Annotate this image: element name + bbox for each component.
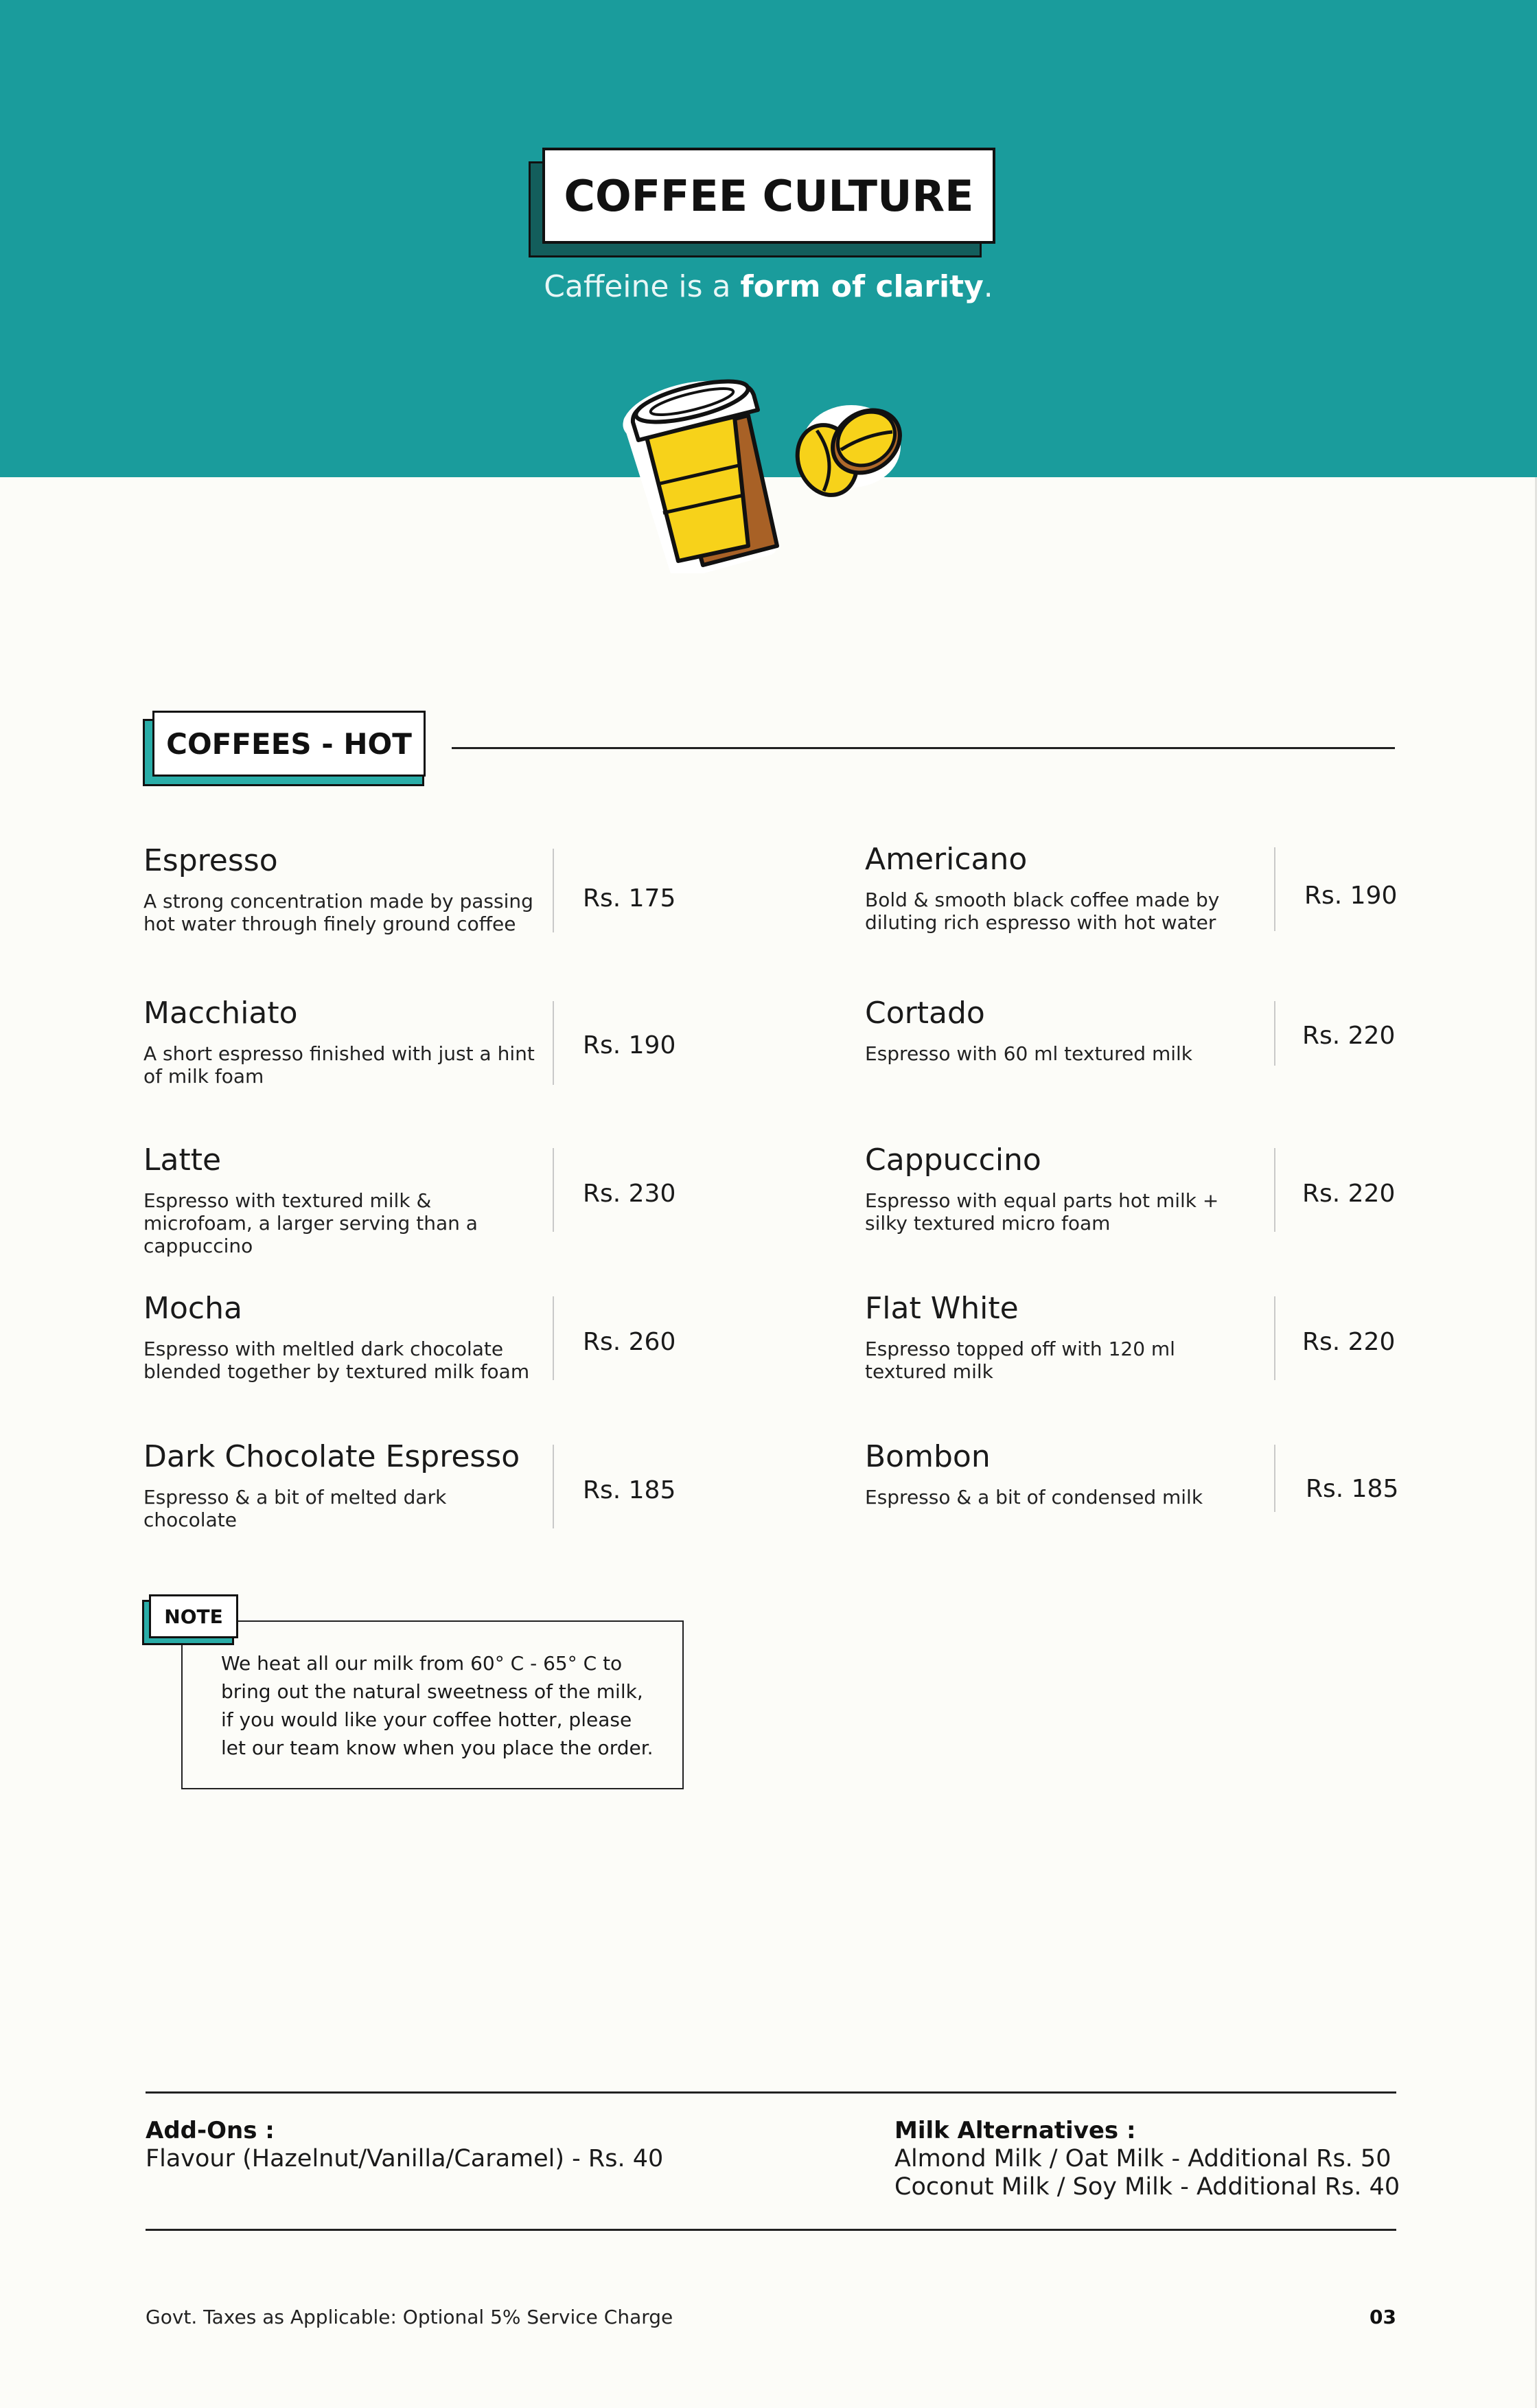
item-description: Espresso topped off with 120 ml textured milk — [865, 1338, 1175, 1383]
footer-taxes: Govt. Taxes as Applicable: Optional 5% Service Charge — [146, 2306, 673, 2328]
section-rule — [452, 747, 1395, 749]
section-label-face — [152, 711, 426, 777]
coffee-cup-icon — [618, 374, 777, 570]
milk-alternatives-line: Coconut Milk / Soy Milk - Additional Rs. 40 — [894, 2173, 1400, 2201]
addons-top-rule — [146, 2091, 1396, 2094]
item-divider — [553, 1001, 554, 1085]
item-name: Cortado — [865, 996, 985, 1031]
milk-alternatives-heading: Milk Alternatives : — [894, 2117, 1136, 2144]
tagline-prefix: Caffeine is a — [544, 269, 741, 304]
item-price: Rs. 220 — [1302, 1180, 1396, 1208]
item-name: Mocha — [143, 1291, 242, 1326]
item-name: Latte — [143, 1143, 222, 1178]
tagline-suffix: . — [983, 269, 993, 304]
section-label — [143, 711, 426, 786]
item-description: Espresso with 60 ml textured milk — [865, 1042, 1193, 1065]
menu-item — [865, 842, 1537, 945]
menu-item — [865, 1291, 1537, 1394]
addons-block — [146, 2116, 763, 2173]
title-box-face — [542, 148, 995, 244]
addons-heading: Add-Ons : — [146, 2117, 275, 2144]
tagline-bold: form of clarity — [740, 269, 984, 304]
item-price: Rs. 185 — [583, 1476, 676, 1504]
item-name: Bombon — [865, 1439, 991, 1474]
item-price: Rs. 185 — [1306, 1475, 1399, 1503]
menu-item — [143, 996, 830, 1099]
note-tag — [142, 1594, 238, 1645]
section-title: COFFEES - HOT — [166, 726, 412, 761]
milk-alternatives-block — [894, 2116, 1416, 2201]
item-divider — [1274, 847, 1275, 931]
page-number: 03 — [1370, 2306, 1396, 2328]
item-divider — [1274, 1445, 1275, 1512]
menu-title-box — [542, 148, 995, 244]
item-divider — [1274, 1148, 1275, 1232]
item-price: Rs. 220 — [1302, 1022, 1396, 1050]
item-divider — [1274, 1296, 1275, 1380]
tagline — [0, 269, 1537, 304]
item-description: Bold & smooth black coffee made by diluting rich espresso with hot water — [865, 888, 1220, 934]
note-tag-face — [149, 1594, 238, 1638]
coffee-beans-icon — [788, 398, 912, 503]
item-name: Americano — [865, 842, 1028, 877]
item-description: Espresso with meltled dark chocolate blended together by textured milk foam — [143, 1338, 530, 1383]
item-name: Flat White — [865, 1291, 1019, 1326]
item-description: A strong concentration made by passing hot water through finely ground coffee — [143, 890, 533, 935]
menu-item — [865, 1439, 1537, 1542]
menu-title: COFFEE CULTURE — [564, 170, 974, 221]
addons-line: Flavour (Hazelnut/Vanilla/Caramel) - Rs. 40 — [146, 2145, 664, 2172]
item-description: A short espresso finished with just a hint of milk foam — [143, 1042, 535, 1088]
menu-item — [865, 1143, 1537, 1246]
item-divider — [553, 1148, 554, 1232]
milk-alternatives-line: Almond Milk / Oat Milk - Additional Rs. 50 — [894, 2145, 1391, 2172]
item-price: Rs. 230 — [583, 1180, 676, 1208]
item-description: Espresso & a bit of melted dark chocolate — [143, 1486, 447, 1531]
item-description: Espresso with textured milk & microfoam, a larger serving than a cappuccino — [143, 1189, 478, 1257]
item-name: Espresso — [143, 843, 278, 878]
item-divider — [1274, 1001, 1275, 1066]
item-description: Espresso with equal parts hot milk + silky textured micro foam — [865, 1189, 1219, 1235]
item-name: Dark Chocolate Espresso — [143, 1439, 520, 1474]
coffee-illustration — [618, 374, 920, 573]
menu-item — [865, 996, 1537, 1099]
item-divider — [553, 1296, 554, 1380]
item-price: Rs. 190 — [583, 1031, 676, 1059]
note-text: We heat all our milk from 60° C - 65° C to bring out the natural sweetness of the milk, if you would like your coffee hotter, please let our team know when you place the order. — [221, 1652, 654, 1759]
item-price: Rs. 220 — [1302, 1328, 1396, 1356]
item-name: Cappuccino — [865, 1143, 1041, 1178]
item-price: Rs. 260 — [583, 1328, 676, 1356]
item-divider — [553, 849, 554, 932]
menu-item — [143, 1291, 830, 1394]
note-label: NOTE — [164, 1605, 223, 1628]
item-divider — [553, 1445, 554, 1528]
item-price: Rs. 175 — [583, 884, 676, 913]
menu-item — [143, 1439, 830, 1542]
item-price: Rs. 190 — [1304, 882, 1398, 910]
addons-bottom-rule — [146, 2229, 1396, 2231]
menu-item — [143, 843, 830, 946]
item-description: Espresso & a bit of condensed milk — [865, 1486, 1203, 1509]
item-name: Macchiato — [143, 996, 298, 1031]
menu-item — [143, 1143, 830, 1257]
